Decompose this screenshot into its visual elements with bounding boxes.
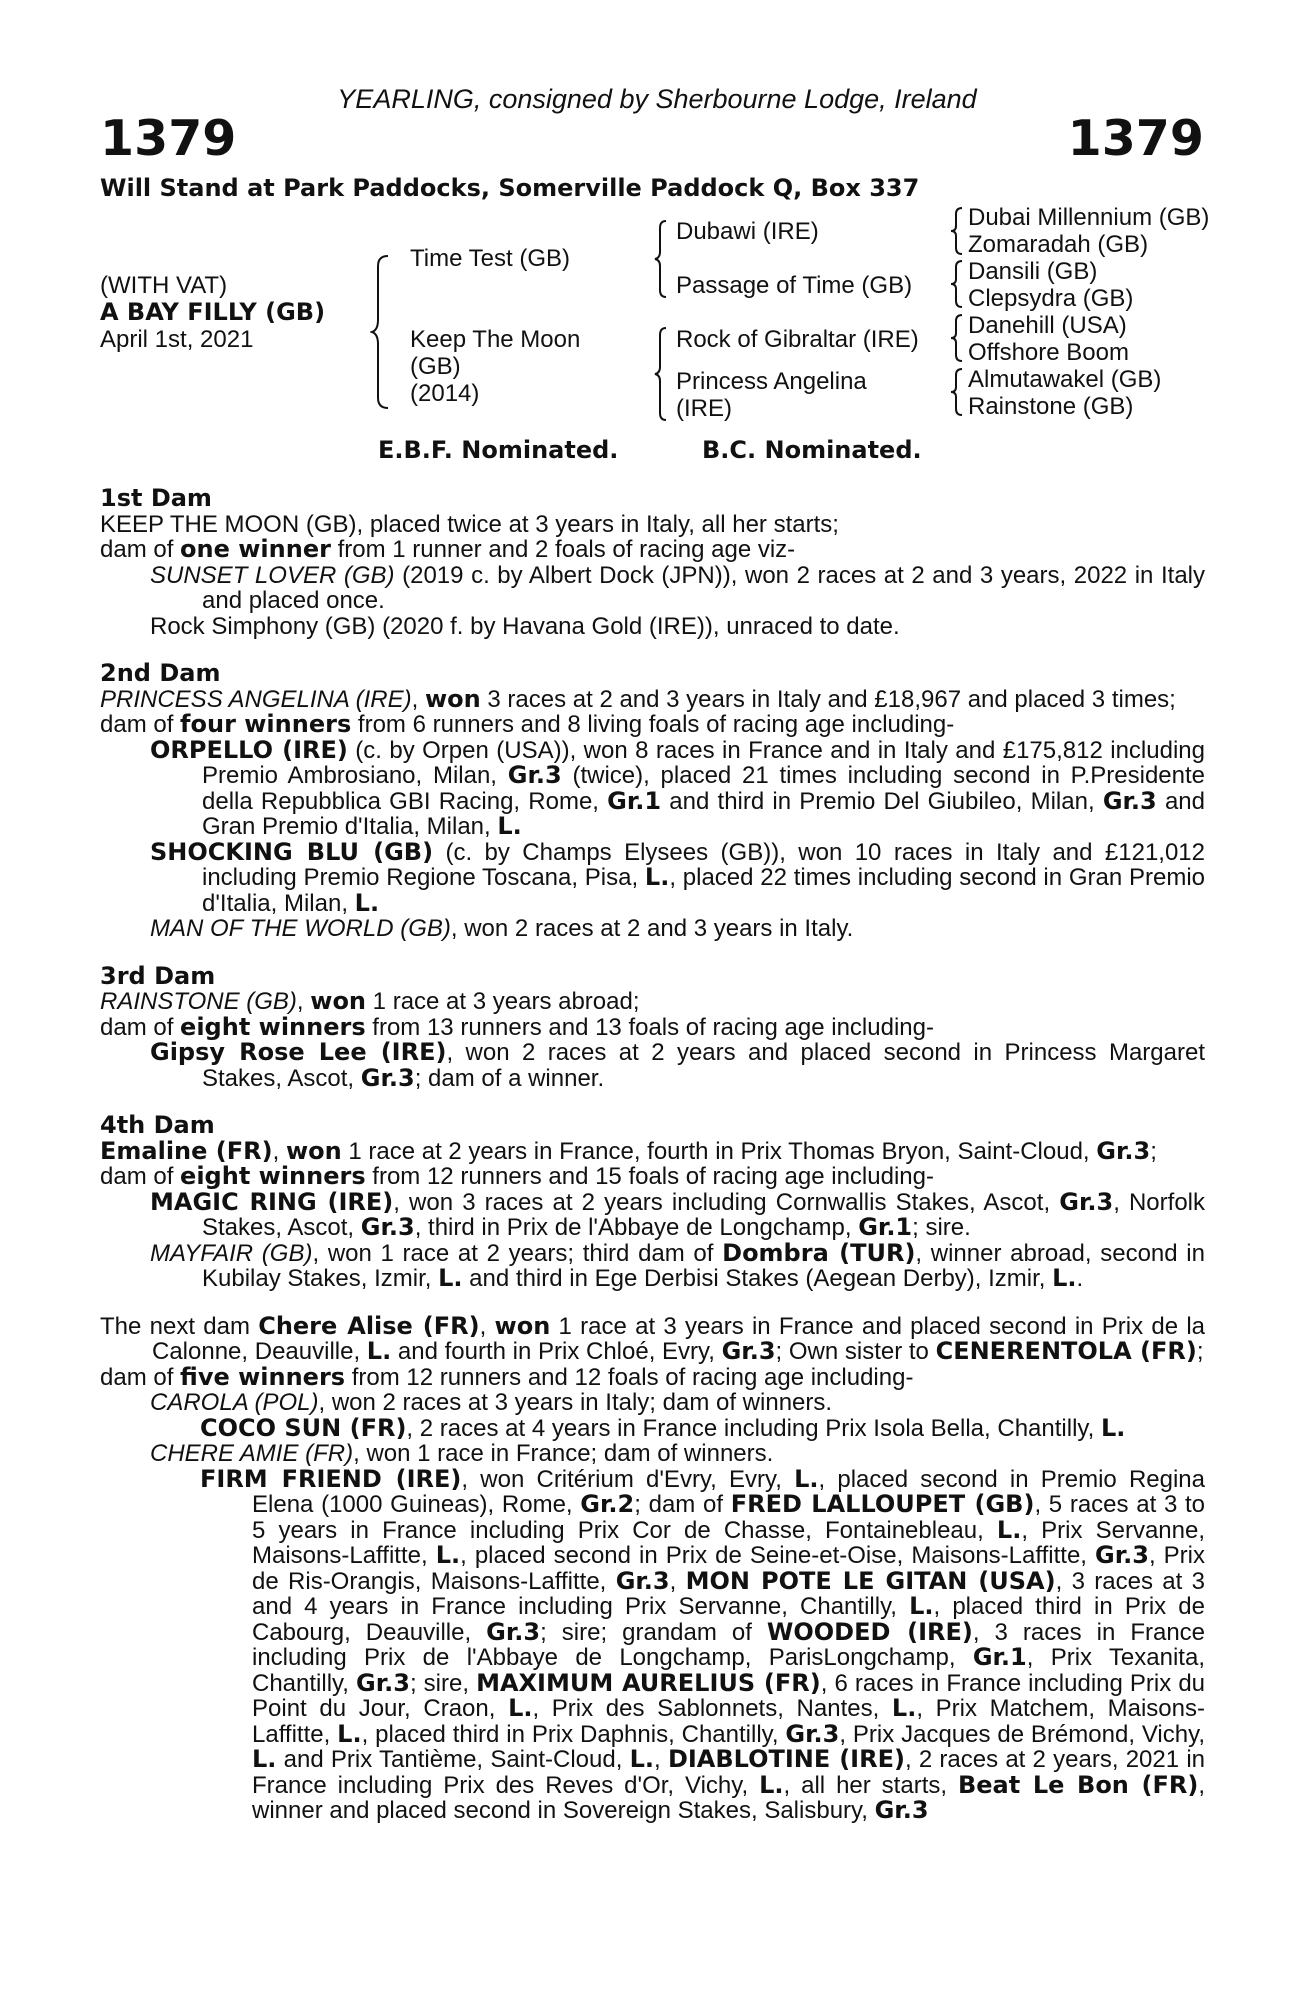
horse-name: A BAY FILLY (GB)	[100, 298, 326, 326]
dam-record: KEEP THE MOON (GB), placed twice at 3 years in Italy, all her starts;	[100, 510, 839, 538]
pedigree-brace-3d	[948, 366, 968, 418]
produce-entry: ORPELLO (IRE) (c. by Orpen (USA)), won 8 races in France and in Italy and £175,812 including Premio Ambrosiano, Milan, Gr.3 (twice), placed 21 times including second in P.Presidente della Repubblica GBI Racing, Rome, Gr.1 and third in Premio Del Giubileo, Milan, Gr.3 and Gran Premio d'Italia, Milan, L.	[150, 735, 1206, 840]
ebf-nomination: E.B.F. Nominated.	[378, 436, 619, 464]
pedigree-brace-3a	[948, 205, 968, 257]
second-dam-section	[100, 661, 1205, 942]
dam-pages	[100, 486, 1205, 1824]
consignor-line: YEARLING, consigned by Sherbourne Lodge, Ireland	[337, 84, 977, 114]
dam-sire-dam: Offshore Boom	[968, 339, 1129, 366]
pedigree-brace-1	[370, 252, 400, 412]
dam-produce-summary: dam of four winners from 6 runners and 8 living foals of racing age including-	[100, 710, 955, 738]
dam-sire: Rock of Gibraltar (IRE)	[676, 326, 919, 353]
produce-entry: MAGIC RING (IRE), won 3 races at 2 years including Cornwallis Stakes, Ascot, Gr.3, Norfolk Stakes, Ascot, Gr.3, third in Prix de l'Abbaye de Longchamp, Gr.1; sire.	[150, 1187, 1205, 1241]
dam-dam-line-2: (IRE)	[676, 395, 732, 422]
fourth-dam-section	[100, 1113, 1205, 1292]
sire-dam-dam: Clepsydra (GB)	[968, 285, 1134, 312]
dam-dam-line-1: Princess Angelina	[676, 368, 867, 395]
first-dam-section	[100, 486, 1205, 639]
pedigree-brace-2b	[652, 325, 674, 423]
produce-entry: SHOCKING BLU (GB) (c. by Champs Elysees (GB)), won 10 races in Italy and £121,012 including Premio Regione Toscana, Pisa, L., placed 22 times including second in Gran Premio d'Italia, Milan, L.	[150, 837, 1206, 917]
produce-entry: MAYFAIR (GB), won 1 race at 2 years; third dam of Dombra (TUR), winner abroad, second in Kubilay Stakes, Izmir, L. and third in Ege Derbisi Stakes (Aegean Derby), Izmir, L..	[150, 1238, 1205, 1292]
lot-number-right: 1379	[1067, 110, 1204, 167]
dam-produce-summary: dam of eight winners from 12 runners and 15 foals of racing age including-	[100, 1162, 934, 1190]
sire-sire: Dubawi (IRE)	[676, 218, 819, 245]
section-heading: 2nd Dam	[100, 659, 221, 687]
horse-dob: April 1st, 2021	[100, 326, 254, 353]
produce-entry: SUNSET LOVER (GB) (2019 c. by Albert Dock (JPN)), won 2 races at 2 and 3 years, 2022 in Italy and placed once.	[150, 561, 1205, 614]
produce-entry: MAN OF THE WORLD (GB), won 2 races at 2 and 3 years in Italy.	[150, 915, 854, 942]
dam-line-1: Keep The Moon	[410, 326, 581, 353]
vat-note: (WITH VAT)	[100, 272, 228, 299]
section-heading: 1st Dam	[100, 484, 212, 512]
dam-sire-sire: Danehill (USA)	[968, 312, 1127, 339]
section-heading: 3rd Dam	[100, 961, 216, 990]
dam-line-2: (GB)	[410, 353, 461, 380]
section-heading: 4th Dam	[100, 1111, 215, 1139]
dam-produce-summary: dam of one winner from 1 runner and 2 foals of racing age viz-	[100, 535, 796, 563]
dam-line-3: (2014)	[410, 380, 480, 407]
next-dam-section	[100, 1311, 1206, 1824]
produce-entry: Rock Simphony (GB) (2020 f. by Havana Gold (IRE)), unraced to date.	[150, 612, 900, 640]
third-dam-section	[100, 961, 1205, 1092]
sire-dam-sire: Dansili (GB)	[968, 258, 1098, 285]
dam-produce-summary: dam of eight winners from 13 runners and 13 foals of racing age including-	[100, 1012, 934, 1041]
produce-entry: CAROLA (POL), won 2 races at 3 years in Italy; dam of winners.	[150, 1389, 833, 1416]
dam-record: RAINSTONE (GB), won 1 race at 3 years abroad;	[100, 987, 640, 1015]
dam-produce-summary: dam of five winners from 12 runners and 12 foals of racing age including-	[100, 1362, 914, 1391]
produce-entry: FIRM FRIEND (IRE), won Critérium d'Evry, Evry, L., placed second in Premio Regina Elena (1000 Guineas), Rome, Gr.2; dam of FRED LALLOUPET (GB), 5 races at 3 to 5 years in France including Prix Cor de Chasse, Fontainebleau, L., Prix Servanne, Maisons-Laffitte, L., placed second in Prix de Seine-et-Oise, Maisons-Laffitte, Gr.3, Prix de Ris-Orangis, Maisons-Laffitte, Gr.3, MON POTE LE GITAN (USA), 3 races at 3 and 4 years in France including Prix Servanne, Chantilly, L., placed third in Prix de Cabourg, Deauville, Gr.3; sire; grandam of WOODED (IRE), 3 races in France including Prix de l'Abbaye de Longchamp, ParisLongchamp, Gr.1, Prix Texanita, Chantilly, Gr.3; sire, MAXIMUM AURELIUS (FR), 6 races in France including Prix du Point du Jour, Craon, L., Prix des Sablonnets, Nantes, L., Prix Matchem, Maisons-Laffitte, L., placed third in Prix Daphnis, Chantilly, Gr.3, Prix Jacques de Brémond, Vichy, L. and Prix Tantième, Saint-Cloud, L., DIABLOTINE (IRE), 2 races at 2 years, 2021 in France including Prix des Reves d'Or, Vichy, L., all her starts, Beat Le Bon (FR), winner and placed second in Sovereign Stakes, Salisbury, Gr.3	[200, 1464, 1206, 1824]
sire-dam: Passage of Time (GB)	[676, 272, 913, 299]
stand-location: Will Stand at Park Paddocks, Somerville Paddock Q, Box 337	[100, 174, 920, 202]
bc-nomination: B.C. Nominated.	[702, 436, 922, 464]
pedigree-brace-2a	[652, 218, 674, 300]
produce-entry: CHERE AMIE (FR), won 1 race in France; dam of winners.	[150, 1440, 774, 1467]
lot-number-left: 1379	[100, 110, 237, 167]
dam-dam-dam: Rainstone (GB)	[968, 393, 1134, 420]
produce-entry: Gipsy Rose Lee (IRE), won 2 races at 2 years and placed second in Princess Margaret Stakes, Ascot, Gr.3; dam of a winner.	[150, 1038, 1205, 1092]
sire-sire-dam: Zomaradah (GB)	[968, 231, 1149, 258]
dam-dam-sire: Almutawakel (GB)	[968, 366, 1162, 393]
dam-record: PRINCESS ANGELINA (IRE), won 3 races at 2 and 3 years in Italy and £18,967 and placed 3 times;	[100, 684, 1176, 713]
dam-record: Emaline (FR), won 1 race at 2 years in France, fourth in Prix Thomas Bryon, Saint-Cloud, Gr.3;	[100, 1136, 1157, 1165]
dam-record: The next dam Chere Alise (FR), won 1 race at 3 years in France and placed second in Prix de la Calonne, Deauville, L. and fourth in Prix Chloé, Evry, Gr.3; Own sister to CENERENTOLA (FR);	[100, 1311, 1205, 1365]
produce-entry: COCO SUN (FR), 2 races at 4 years in France including Prix Isola Bella, Chantilly, L.	[200, 1413, 1126, 1442]
pedigree-brace-3c	[948, 312, 968, 364]
sire: Time Test (GB)	[410, 245, 571, 272]
pedigree-brace-3b	[948, 258, 968, 310]
sire-sire-sire: Dubai Millennium (GB)	[968, 204, 1210, 231]
